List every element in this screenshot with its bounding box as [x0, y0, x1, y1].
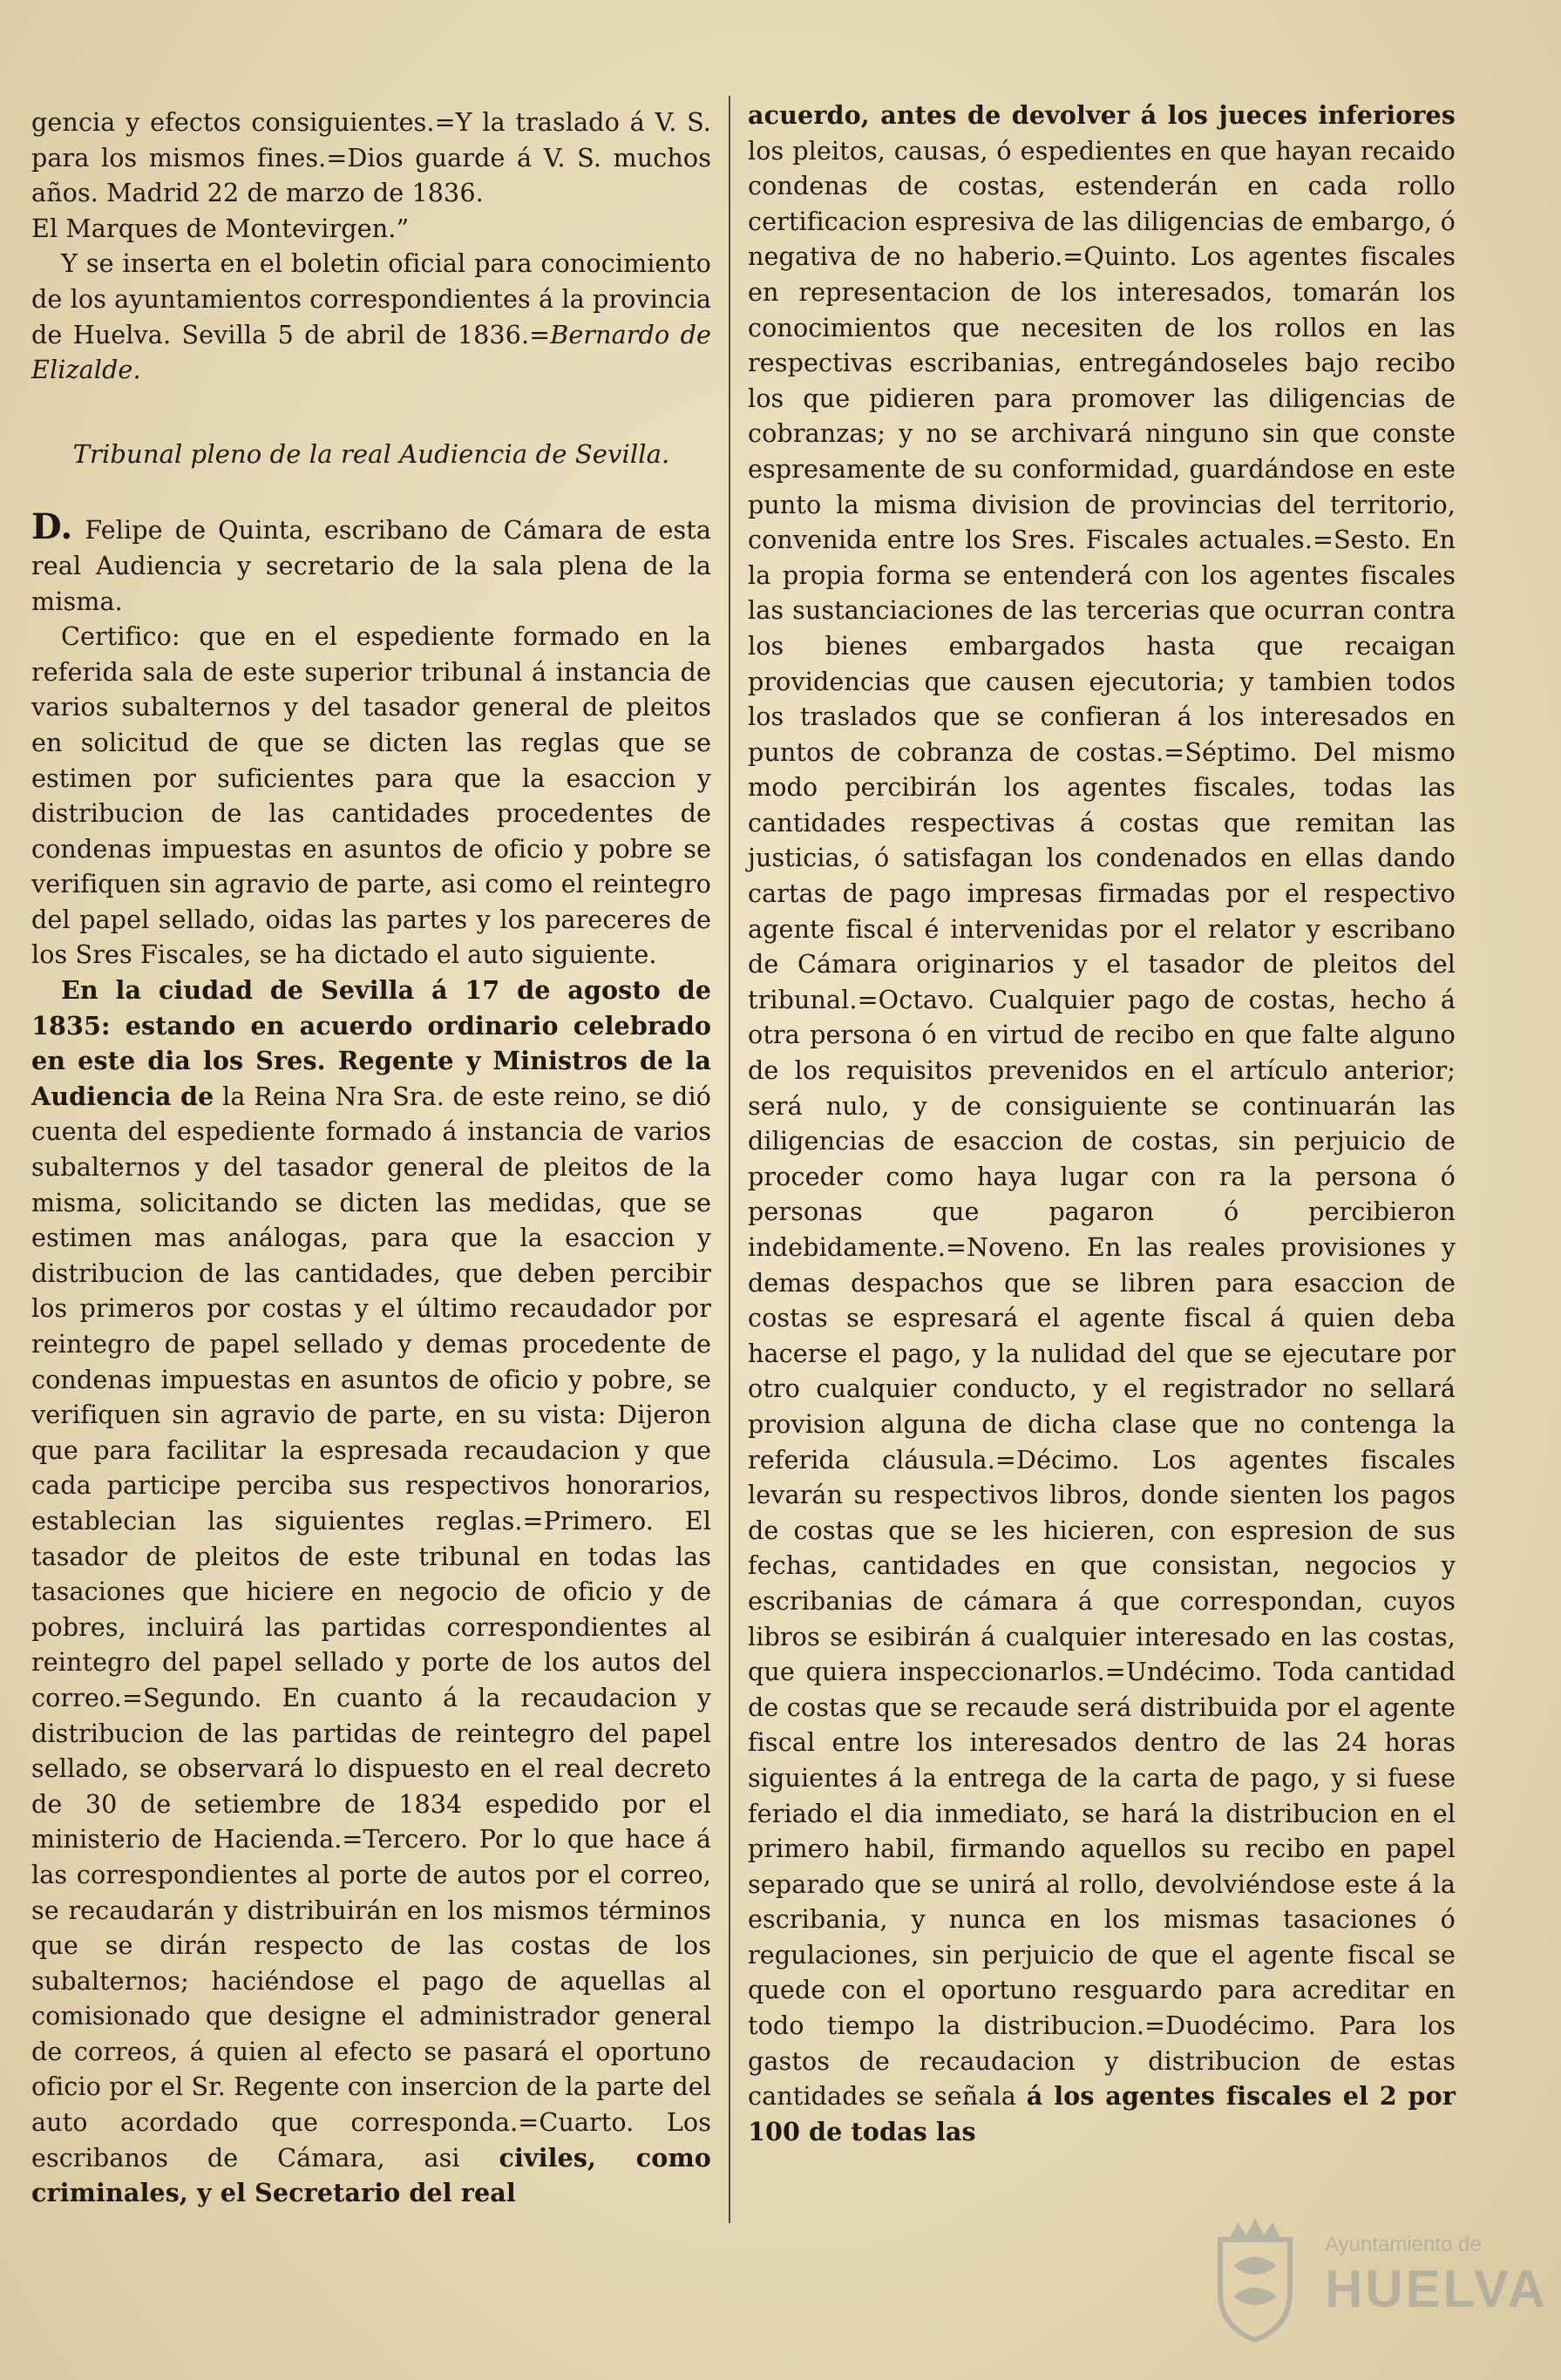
left-column-tail: civiles, como criminales, y el Secretario del real [31, 2142, 711, 2208]
column-divider [729, 96, 730, 2223]
huelva-watermark [1203, 2214, 1548, 2344]
watermark-line-2: HUELVA [1325, 2260, 1548, 2318]
auto-lead: En la ciudad de Sevilla á 17 de agosto de 1835: estando en acuerdo ordinario celebrado en este dia los Sres. Regente y Ministros de la Audiencia de [31, 975, 711, 1111]
left-paragraph-2: Y se inserta en el boletin oficial para conocimiento de los ayuntamientos correspondientes á la provincia de Huelva. Sevilla 5 de abril de 1836.=Bernardo de Elizalde. [31, 248, 712, 385]
right-column-tail: á los agentes fiscales el 2 por 100 de todas las [748, 2081, 1456, 2146]
left-column [31, 105, 712, 2208]
watermark-line-1: Ayuntamiento de [1325, 2233, 1482, 2256]
intro-initial: D. [31, 506, 73, 548]
auto-paragraph: En la ciudad de Sevilla á 17 de agosto de 1835: estando en acuerdo ordinario celebrado en este dia los Sres. Regente y Ministros de la Audiencia de la Reina Nra Sra. de este reino, se dió cuenta del espediente formado á instancia de varios subalternos y del tasador general de pleitos de la misma, solicitando se dicten las medidas, que se estimen mas análogas, para que la esaccion y distribucion de las cantidades, que deben percibir los primeros por costas y el último recaudador por reintegro de papel sellado y demas procedente de condenas impuestas en asuntos de oficio y pobre, se verifiquen sin agravio de parte, en su vista: Dijeron que para facilitar la espresada recaudacion y que cada participe perciba sus respectivos honorarios, establecian las siguientes reglas.=Primero. El tasador de pleitos de este tribunal en todas las tasaciones que hiciere en negocio de oficio y de pobres, incluirá las partidas correspondientes al reintegro del papel sellado y porte de los autos del correo.=Segundo. En cuanto á la recaudacion y distribucion de las partidas de reintegro del papel sellado, se observará lo dispuesto en el real decreto de 30 de setiembre de 1834 espedido por el ministerio de Hacienda.=Tercero. Por lo que hace á las correspondientes al porte de autos por el correo, se recaudarán y distribuirán en los mismos términos que se dirán respecto de las costas de los subalternos; haciéndose el pago de aquellas al comisionado que designe el administrador general de correos, á quien al efecto se pasará el oportuno oficio por el Sr. Regente con insercion de la parte del auto acordado que corresponda.=Cuarto. Los escribanos de Cámara, asi civiles, como criminales, y el Secretario del real [31, 975, 711, 2208]
certifico-paragraph: Certifico: que en el espediente formado en la referida sala de este superior tribunal á instancia de varios subalternos y del tasador general de pleitos en solicitud de que se dicten las reglas que se estimen por suficientes para que la esaccion y distribucion de las cantidades procedentes de condenas impuestas en asuntos de oficio y pobre se verifiquen sin agravio de parte, asi como el reintegro del papel sellado, oidas las partes y los pareceres de los Sres Fiscales, se ha dictado el auto siguiente. [31, 621, 711, 970]
letter-signature: El Marques de Montevirgen.” [31, 213, 410, 243]
intro-paragraph: D. Felipe de Quinta, escribano de Cámara de esta real Audiencia y secretario de la sala plena de la misma. [31, 506, 711, 616]
coat-of-arms-icon [1203, 2214, 1307, 2344]
elizalde-signature: Bernardo de Elizalde. [31, 319, 712, 385]
section-heading: Tribunal pleno de la real Audiencia de Sevilla. [72, 438, 670, 469]
right-column [748, 98, 1456, 2197]
right-column-lead: acuerdo, antes de devolver á los jueces inferiores [748, 100, 1456, 130]
right-paragraph: acuerdo, antes de devolver á los jueces inferiores los pleitos, causas, ó espedientes en que hayan recaido condenas de costas, estenderán en cada rollo certificacion espresiva de las diligencias de embargo, ó negativa de no haberio.=Quinto. Los agentes fiscales en representacion de los interesados, tomarán los conocimientos que necesiten de los rollos en las respectivas escribanias, entregándoseles bajo recibo los que pidieren para promover las diligencias de cobranzas; y no se archivará ninguno sin que conste espresamente de su conformidad, guardándose en este punto la misma division de provincias del territorio, convenida entre los Sres. Fiscales actuales.=Sesto. En la propia forma se entenderá con los agentes fiscales las sustanciaciones de las tercerias que ocurran contra los bienes embargados hasta que recaigan providencias que causen ejecutoria; y tambien todos los traslados que se confieran á los interesados en puntos de cobranza de costas.=Séptimo. Del mismo modo percibirán los agentes fiscales, todas las cantidades respectivas á costas que remitan las justicias, ó satisfagan los condenados en ellas dando cartas de pago impresas firmadas por el respectivo agente fiscal é intervenidas por el relator y escribano de Cámara originarios y el tasador de pleitos del tribunal.=Octavo. Cualquier pago de costas, hecho á otra persona ó en virtud de recibo en que falte alguno de los requisitos prevenidos en el artículo anterior; será nulo, y de consiguiente se continuarán las diligencias de esaccion de costas, sin perjuicio de proceder como haya lugar con ra la persona ó personas que pagaron ó percibieron indebidamente.=Noveno. En las reales provisiones y demas despachos que se libren para esaccion de costas se espresará el agente fiscal á quien deba hacerse el pago, y la nulidad del que se ejecutare por otro cualquier conducto, y el registrador no sellará provision alguna de dicha clase que no contenga la referida cláusula.=Décimo. Los agentes fiscales levarán su respectivos libros, donde sienten los pagos de costas que se les hicieren, con espresion de sus fechas, cantidades en que consistan, negocios y escribanias de cámara á que correspondan, cuyos libros se esibirán á cualquier interesado en las costas, que quiera inspeccionarlos.=Undécimo. Toda cantidad de costas que se recaude será distribuida por el agente fiscal entre los interesados dentro de las 24 horas siguientes á la entrega de la carta de pago, y si fuese feriado el dia inmediato, se hará la distribucion en el primero habil, firmando aquellos su recibo en papel separado que se unirá al rollo, devolviéndose este á la escribania, y nunca en los mismas tasaciones ó regulaciones, sin perjuicio de que el agente fiscal se quede con el oportuno resguardo para acreditar en todo tiempo la distribucion.=Duodécimo. Para los gastos de recaudacion y distribucion de estas cantidades se señala á los agentes fiscales el 2 por 100 de todas las [748, 100, 1456, 2146]
left-paragraph-1 [31, 105, 711, 211]
letter-closing-text: gencia y efectos consiguientes.=Y la traslado á V. S. para los mismos fines.=Dios guarde á V. S. muchos años. Madrid 22 de marzo de 1836. [31, 107, 711, 208]
